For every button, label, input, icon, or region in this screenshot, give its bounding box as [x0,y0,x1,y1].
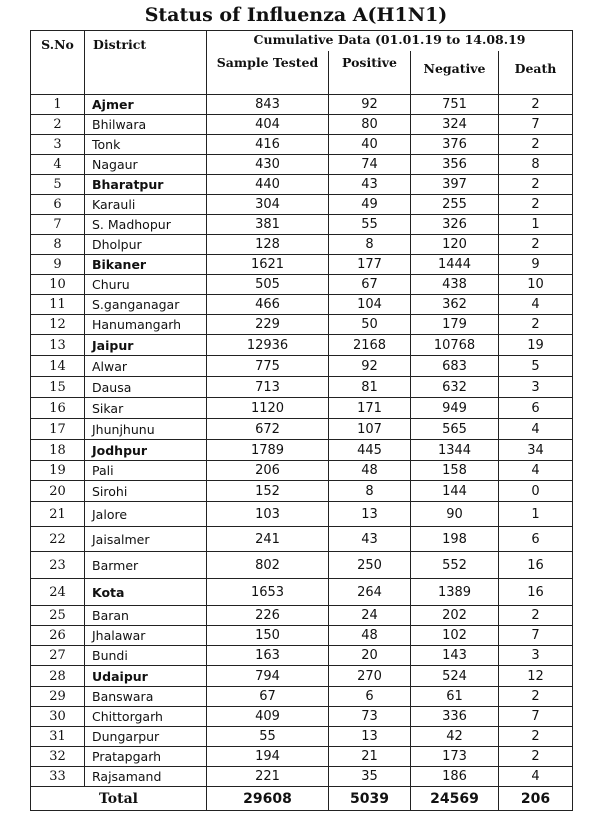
row-sno: 26 [31,626,85,646]
row-positive: 48 [329,461,411,481]
row-negative: 10768 [411,335,499,356]
row-negative: 61 [411,687,499,707]
row-district: S. Madhopur [85,215,207,235]
row-negative: 1444 [411,255,499,275]
row-sno: 3 [31,135,85,155]
row-sample-tested: 775 [207,356,329,377]
table-row [31,275,573,295]
row-negative: 949 [411,398,499,419]
row-positive: 50 [329,315,411,335]
header-death: Death [499,51,573,95]
row-sample-tested: 229 [207,315,329,335]
row-death: 2 [499,315,573,335]
row-death: 2 [499,747,573,767]
row-sno: 28 [31,666,85,687]
table-row [31,502,573,527]
table-row [31,377,573,398]
row-sno: 12 [31,315,85,335]
row-sno: 11 [31,295,85,315]
row-death: 34 [499,440,573,461]
row-sample-tested: 1653 [207,579,329,606]
table-row [31,255,573,275]
row-sno: 18 [31,440,85,461]
row-death: 7 [499,626,573,646]
row-negative: 179 [411,315,499,335]
row-positive: 24 [329,606,411,626]
table-row [31,155,573,175]
row-death: 7 [499,707,573,727]
row-district: Alwar [85,356,207,377]
row-district: Udaipur [85,666,207,687]
row-district: Chittorgarh [85,707,207,727]
row-sample-tested: 150 [207,626,329,646]
row-death: 4 [499,767,573,787]
row-death: 1 [499,215,573,235]
row-district: Sikar [85,398,207,419]
row-negative: 565 [411,419,499,440]
table-row [31,195,573,215]
row-positive: 43 [329,175,411,195]
row-death: 12 [499,666,573,687]
header-cumulative: Cumulative Data (01.01.19 to 14.08.19 [207,31,573,51]
row-death: 2 [499,175,573,195]
table-row [31,461,573,481]
table-row [31,135,573,155]
row-positive: 8 [329,481,411,502]
row-sample-tested: 416 [207,135,329,155]
table-row [31,335,573,356]
row-district: Dausa [85,377,207,398]
row-sample-tested: 672 [207,419,329,440]
row-positive: 2168 [329,335,411,356]
row-negative: 356 [411,155,499,175]
row-negative: 376 [411,135,499,155]
row-district: Karauli [85,195,207,215]
row-positive: 264 [329,579,411,606]
row-negative: 1389 [411,579,499,606]
row-district: Nagaur [85,155,207,175]
header-positive: Positive [329,51,411,95]
row-sample-tested: 1621 [207,255,329,275]
row-positive: 6 [329,687,411,707]
row-death: 7 [499,115,573,135]
row-sample-tested: 404 [207,115,329,135]
table-row [31,767,573,787]
row-positive: 107 [329,419,411,440]
row-district: Jhalawar [85,626,207,646]
table-row [31,552,573,579]
row-sno: 15 [31,377,85,398]
row-sno: 33 [31,767,85,787]
row-sample-tested: 794 [207,666,329,687]
total-row [31,787,573,811]
row-district: Banswara [85,687,207,707]
total-death: 206 [499,787,573,811]
row-sample-tested: 1789 [207,440,329,461]
row-positive: 21 [329,747,411,767]
table-row [31,626,573,646]
row-negative: 362 [411,295,499,315]
row-sample-tested: 430 [207,155,329,175]
row-sample-tested: 152 [207,481,329,502]
row-negative: 397 [411,175,499,195]
row-sample-tested: 221 [207,767,329,787]
row-death: 2 [499,135,573,155]
row-sno: 29 [31,687,85,707]
table-row [31,481,573,502]
table-row [31,215,573,235]
row-sample-tested: 409 [207,707,329,727]
row-death: 6 [499,398,573,419]
row-sample-tested: 843 [207,95,329,115]
table-row [31,606,573,626]
row-negative: 202 [411,606,499,626]
row-negative: 326 [411,215,499,235]
row-positive: 270 [329,666,411,687]
row-positive: 73 [329,707,411,727]
row-sample-tested: 713 [207,377,329,398]
row-death: 8 [499,155,573,175]
row-positive: 20 [329,646,411,666]
row-negative: 90 [411,502,499,527]
row-sno: 8 [31,235,85,255]
row-district: Bhilwara [85,115,207,135]
table-row [31,440,573,461]
row-death: 1 [499,502,573,527]
row-district: Rajsamand [85,767,207,787]
row-negative: 324 [411,115,499,135]
table-row [31,235,573,255]
row-sample-tested: 1120 [207,398,329,419]
row-district: Baran [85,606,207,626]
row-positive: 67 [329,275,411,295]
table-row [31,419,573,440]
row-sample-tested: 12936 [207,335,329,356]
row-sample-tested: 505 [207,275,329,295]
row-positive: 81 [329,377,411,398]
row-sno: 20 [31,481,85,502]
table-row [31,707,573,727]
table-row [31,175,573,195]
row-sample-tested: 440 [207,175,329,195]
row-death: 2 [499,235,573,255]
row-positive: 74 [329,155,411,175]
row-positive: 80 [329,115,411,135]
row-death: 2 [499,606,573,626]
row-sno: 25 [31,606,85,626]
table-row [31,687,573,707]
row-death: 19 [499,335,573,356]
row-sno: 10 [31,275,85,295]
row-death: 3 [499,377,573,398]
header-negative: Negative [411,51,499,95]
row-district: Jodhpur [85,440,207,461]
table-row [31,315,573,335]
row-sample-tested: 466 [207,295,329,315]
row-sample-tested: 194 [207,747,329,767]
row-negative: 683 [411,356,499,377]
table-row [31,747,573,767]
row-positive: 177 [329,255,411,275]
page-title: Status of Influenza A(H1N1) [144,4,448,26]
row-negative: 102 [411,626,499,646]
table-row [31,579,573,606]
row-death: 2 [499,95,573,115]
row-sample-tested: 304 [207,195,329,215]
total-sample-tested: 29608 [207,787,329,811]
table-row [31,295,573,315]
table-body [31,95,573,787]
table-row [31,115,573,135]
row-negative: 552 [411,552,499,579]
row-district: Dholpur [85,235,207,255]
total-negative: 24569 [411,787,499,811]
row-negative: 143 [411,646,499,666]
row-negative: 1344 [411,440,499,461]
row-sample-tested: 206 [207,461,329,481]
row-district: Jalore [85,502,207,527]
row-district: Bharatpur [85,175,207,195]
table-row [31,356,573,377]
row-district: Barmer [85,552,207,579]
row-negative: 751 [411,95,499,115]
row-positive: 92 [329,95,411,115]
row-sample-tested: 103 [207,502,329,527]
row-negative: 158 [411,461,499,481]
row-sample-tested: 163 [207,646,329,666]
table-row [31,666,573,687]
row-negative: 42 [411,727,499,747]
row-death: 6 [499,527,573,552]
row-sno: 32 [31,747,85,767]
total-positive: 5039 [329,787,411,811]
row-sno: 16 [31,398,85,419]
row-death: 10 [499,275,573,295]
row-sample-tested: 381 [207,215,329,235]
row-death: 4 [499,419,573,440]
row-sno: 22 [31,527,85,552]
row-positive: 8 [329,235,411,255]
row-district: Pali [85,461,207,481]
row-sample-tested: 55 [207,727,329,747]
row-death: 4 [499,461,573,481]
row-sno: 23 [31,552,85,579]
row-death: 4 [499,295,573,315]
table-row [31,727,573,747]
row-district: Churu [85,275,207,295]
row-death: 16 [499,579,573,606]
row-positive: 55 [329,215,411,235]
row-negative: 198 [411,527,499,552]
influenza-status-table [30,30,573,811]
table-row [31,95,573,115]
row-positive: 13 [329,727,411,747]
row-sample-tested: 128 [207,235,329,255]
row-sno: 7 [31,215,85,235]
row-sno: 2 [31,115,85,135]
row-district: Tonk [85,135,207,155]
table-row [31,646,573,666]
row-district: S.ganganagar [85,295,207,315]
row-district: Bundi [85,646,207,666]
row-positive: 49 [329,195,411,215]
row-death: 16 [499,552,573,579]
row-district: Hanumangarh [85,315,207,335]
row-negative: 186 [411,767,499,787]
row-positive: 171 [329,398,411,419]
row-sno: 24 [31,579,85,606]
row-negative: 255 [411,195,499,215]
row-sno: 31 [31,727,85,747]
row-sample-tested: 241 [207,527,329,552]
row-negative: 632 [411,377,499,398]
row-sno: 5 [31,175,85,195]
row-sno: 6 [31,195,85,215]
header-district: District [85,31,207,95]
row-sno: 4 [31,155,85,175]
row-negative: 336 [411,707,499,727]
row-negative: 144 [411,481,499,502]
row-positive: 13 [329,502,411,527]
row-sno: 17 [31,419,85,440]
header-sample-tested: Sample Tested [207,51,329,95]
row-sample-tested: 67 [207,687,329,707]
row-district: Sirohi [85,481,207,502]
row-district: Ajmer [85,95,207,115]
row-death: 5 [499,356,573,377]
row-positive: 35 [329,767,411,787]
row-district: Dungarpur [85,727,207,747]
row-sno: 21 [31,502,85,527]
row-sno: 30 [31,707,85,727]
row-positive: 40 [329,135,411,155]
row-sno: 14 [31,356,85,377]
table-row [31,527,573,552]
row-sno: 1 [31,95,85,115]
row-death: 0 [499,481,573,502]
table-row [31,398,573,419]
row-positive: 445 [329,440,411,461]
row-negative: 524 [411,666,499,687]
row-district: Kota [85,579,207,606]
row-death: 9 [499,255,573,275]
header-sno: S.No [31,31,85,95]
row-negative: 173 [411,747,499,767]
row-district: Jaisalmer [85,527,207,552]
row-district: Jaipur [85,335,207,356]
row-district: Jhunjhunu [85,419,207,440]
row-negative: 120 [411,235,499,255]
row-sno: 13 [31,335,85,356]
row-positive: 48 [329,626,411,646]
row-positive: 92 [329,356,411,377]
row-sno: 27 [31,646,85,666]
row-positive: 250 [329,552,411,579]
row-positive: 104 [329,295,411,315]
row-negative: 438 [411,275,499,295]
row-sample-tested: 802 [207,552,329,579]
row-death: 3 [499,646,573,666]
row-sno: 19 [31,461,85,481]
row-sample-tested: 226 [207,606,329,626]
row-death: 2 [499,687,573,707]
row-sno: 9 [31,255,85,275]
row-district: Pratapgarh [85,747,207,767]
row-positive: 43 [329,527,411,552]
row-death: 2 [499,727,573,747]
row-district: Bikaner [85,255,207,275]
total-label: Total [31,787,207,811]
row-death: 2 [499,195,573,215]
